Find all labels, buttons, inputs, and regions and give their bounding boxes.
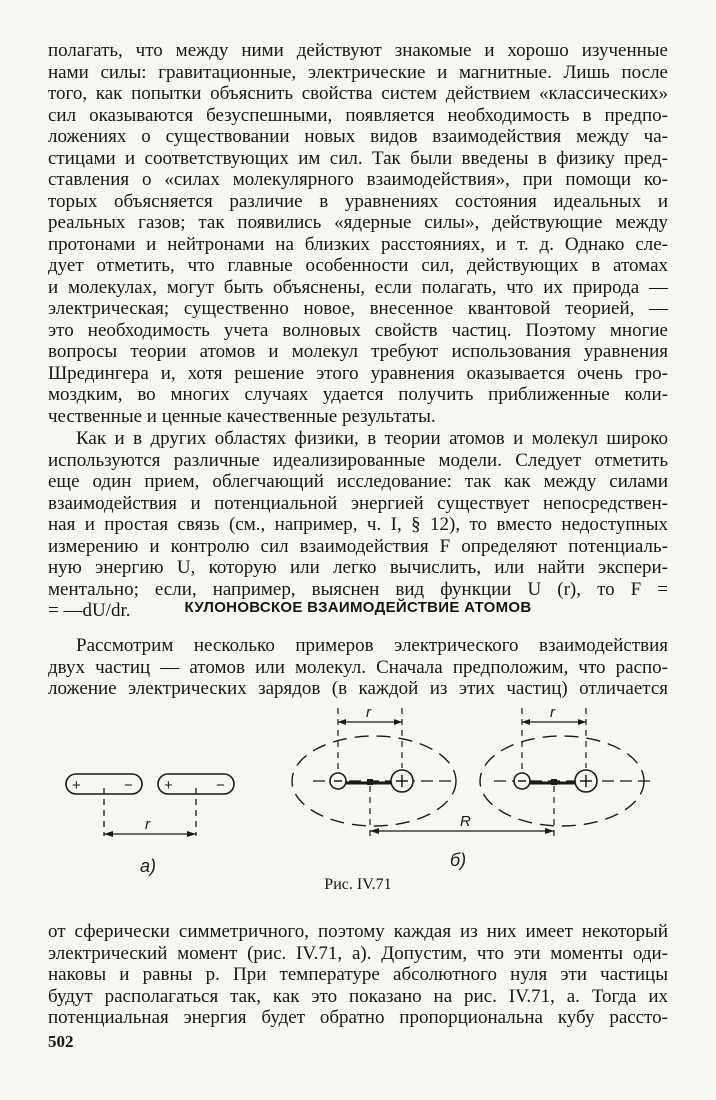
text-line: дует отметить, что главные особенности сил, действующих в атомах xyxy=(48,255,668,276)
text-line: электрический момент (рис. IV.71, а). Допустим, что эти моменты оди- xyxy=(48,942,668,964)
text-line: будут располагаться так, как это показано на рис. IV.71, а. Тогда их xyxy=(48,985,668,1007)
text-line: полагать, что между ними действуют знакомые и хорошо изученные xyxy=(48,40,668,61)
dimension-label-R: R xyxy=(460,813,471,830)
text-line: это необходимость учета волновых свойств частиц. Поэтому многие xyxy=(48,319,668,341)
panel-label-a: а) xyxy=(140,856,157,876)
text-line: Как и в других областях физики, в теории атомов и молекул широко xyxy=(76,428,668,449)
text-line: взаимодействия и потенциальной энергией существует непосредствен- xyxy=(48,492,668,514)
dimension-label-r-b1: r xyxy=(366,704,371,721)
paragraph-4 xyxy=(48,921,668,1029)
text-line: протонами и нейтронами на близких расстояниях, и т. д. Однако сле- xyxy=(48,233,668,255)
text-line: чественные и ценные качественные результаты. xyxy=(48,405,436,427)
plus-label-2: + xyxy=(164,777,173,794)
dipole-diagram xyxy=(48,700,668,900)
text-line: того, как попытки объяснить свойства систем действием «классических» xyxy=(48,83,668,104)
page-number: 502 xyxy=(48,1032,74,1051)
paragraph-2 xyxy=(48,428,668,622)
text-line: = —dU/dr. xyxy=(48,600,131,621)
figure-iv-71 xyxy=(48,700,668,900)
text-line: ставления о «силах молекулярного взаимодействия», при помощи ко- xyxy=(48,169,668,190)
center-mark-2 xyxy=(551,779,557,785)
section-heading: КУЛОНОВСКОЕ ВЗАИМОДЕЙСТВИЕ АТОМОВ xyxy=(184,599,532,616)
text-line: ную энергию U, которую или легко вычислить, или найти экспери- xyxy=(48,557,668,578)
center-mark-1 xyxy=(367,779,373,785)
dimension-label-r-b2: r xyxy=(550,704,555,721)
text-line: потенциальная энергия будет обратно пропорциональна кубу рассто- xyxy=(48,1007,668,1028)
text-line: Рассмотрим несколько примеров электрического взаимодействия xyxy=(76,635,668,656)
text-line: от сферически симметричного, поэтому каждая из них имеет некоторый xyxy=(48,921,668,942)
text-line: ная и простая связь (см., например, ч. I, § 12), то вместо недоступных xyxy=(48,514,668,535)
text-line: стицами и соответствующих им сил. Так были введены в физику пред- xyxy=(48,147,668,169)
text-line: наковы и равны p. При температуре абсолютного нуля эти частицы xyxy=(48,964,668,985)
text-line: реальных газов; так появились «ядерные силы», действующие между xyxy=(48,212,668,233)
panel-label-b: б) xyxy=(450,850,467,870)
text-line: моздким, во многих случаях удается получить приближенные коли- xyxy=(48,384,668,405)
text-line: вопросы теории атомов и молекул требуют использования уравнения xyxy=(48,341,668,362)
plus-label-1: + xyxy=(72,777,81,794)
text-line: Шредингера и, хотя решение этого уравнения оказывается очень гро- xyxy=(48,362,668,384)
minus-label-1: − xyxy=(124,777,133,794)
text-line: измерению и контролю сил взаимодействия F определяют потенциаль- xyxy=(48,535,668,557)
paragraph-3 xyxy=(48,635,668,700)
text-line: сил оказываются безуспешными, появляется необходимость в предпо- xyxy=(48,104,668,126)
text-line: используются различные идеализированные модели. Следует отметить xyxy=(48,449,668,471)
dimension-label-r-a: r xyxy=(145,816,150,833)
text-line: еще один прием, облегчающий исследование: так как между силами xyxy=(48,471,668,492)
text-line: торых объясняется различие в уравнениях состояния идеальных и xyxy=(48,190,668,212)
text-line: ложение электрических зарядов (в каждой из этих частиц) отличается xyxy=(48,678,668,699)
paragraph-1 xyxy=(48,40,668,427)
text-line: нами силы: гравитационные, электрические и магнитные. Лишь после xyxy=(48,61,668,83)
minus-label-2: − xyxy=(216,777,225,794)
text-line: и молекулах, могут быть объяснены, если полагать, что их природа — xyxy=(48,276,668,298)
text-line: двух частиц — атомов или молекул. Сначала предположим, что распо- xyxy=(48,656,668,678)
text-line: электрическая; существенно новое, внесенное квантовой теорией, — xyxy=(48,298,668,319)
text-line: ментально; если, например, выяснен вид функции U (r), то F = xyxy=(48,578,668,600)
figure-caption: Рис. IV.71 xyxy=(324,876,392,893)
text-line: ложениях о существовании новых видов взаимодействия между ча- xyxy=(48,126,668,147)
